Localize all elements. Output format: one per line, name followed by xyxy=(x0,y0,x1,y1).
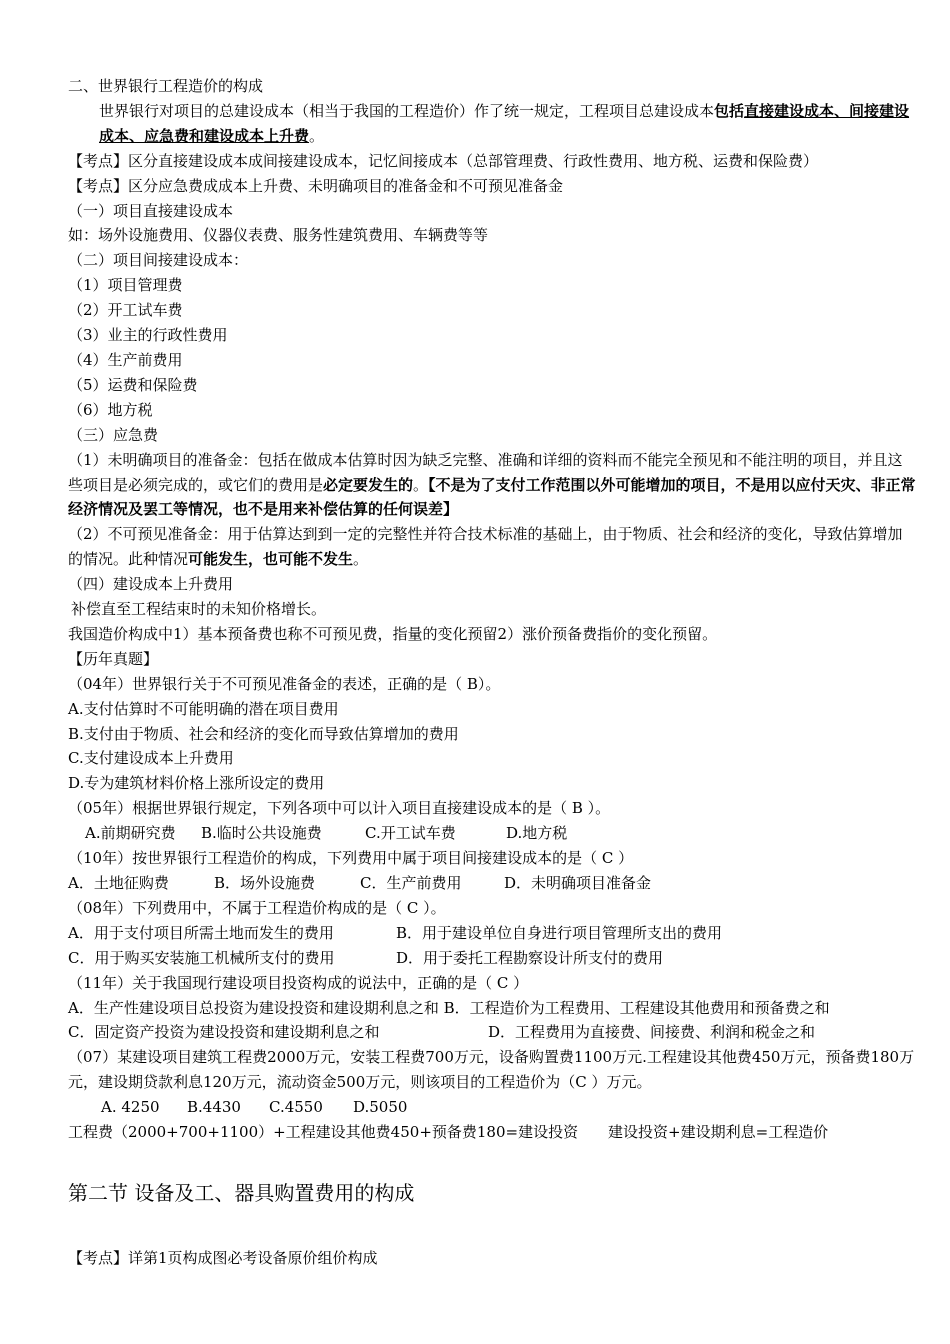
question-4-options-row xyxy=(68,921,916,946)
question-2-options xyxy=(68,821,916,846)
document-page xyxy=(68,74,916,1271)
contingency-p1-period: 。 xyxy=(413,475,429,494)
question-5-option: D．工程费用为直接费、间接费、利润和税金之和 xyxy=(488,1023,816,1042)
question-6-option: A. 4250 xyxy=(101,1098,160,1117)
calculation-step-1: 工程费（2000+700+1100）+工程建设其他费450+预备费180=建设投资 xyxy=(68,1123,579,1142)
question-3: （10年）按世界银行工程造价的构成，下列费用中属于项目间接建设成本的是（ C ） xyxy=(68,849,634,868)
china-reserve-note: 我国造价构成中1）基本预备费也称不可预见费，指量的变化预留2）涨价预备费指价的变化预留。 xyxy=(68,624,718,643)
indirect-item: （5）运费和保险费 xyxy=(68,375,198,394)
question-4-option: B．用于建设单位自身进行项目管理所支出的费用 xyxy=(396,923,723,942)
indirect-item: （6）地方税 xyxy=(68,400,153,419)
question-4-option: A．用于支付项目所需土地而发生的费用 xyxy=(68,923,334,942)
section-2-heading: 第二节 设备及工、器具购置费用的构成 xyxy=(68,1180,415,1205)
question-6-option: C.4550 xyxy=(269,1098,323,1117)
question-2-option: B.临时公共设施费 xyxy=(201,824,322,843)
question-1-option: A.支付估算时不可能明确的潜在项目费用 xyxy=(68,699,339,718)
intro-end: 。 xyxy=(309,126,325,145)
question-4-option: C．用于购买安装施工机械所支付的费用 xyxy=(68,948,335,967)
calculation-line xyxy=(68,1120,916,1145)
question-5-options-cd xyxy=(68,1020,916,1045)
past-exams-title: 【历年真题】 xyxy=(68,649,159,668)
question-3-option: B．场外设施费 xyxy=(214,874,316,892)
question-3-option: D．未明确项目准备金 xyxy=(504,874,652,892)
question-6-options xyxy=(68,1095,916,1120)
section-2-kaodian: 【考点】详第1页构成图必考设备原价组价构成 xyxy=(68,1248,378,1267)
subsection-title-contingency: （三）应急费 xyxy=(68,425,159,444)
contingency-p1-text: （1）未明确项目的准备金：包括在做成本估算时因为缺乏完整、准确和详细的资料而不能完全预见和不能注明的项目，并且这些项目是必须完成的，或它们的费用是 xyxy=(68,450,903,494)
contingency-p2-bold: 可能发生，也可能不发生 xyxy=(188,550,354,569)
contingency-paragraph-2 xyxy=(68,522,916,572)
section-title: 二、世界银行工程造价的构成 xyxy=(68,77,264,95)
question-2-option: D.地方税 xyxy=(506,824,568,843)
question-6-option: B.4430 xyxy=(187,1098,241,1117)
question-4-options-row xyxy=(68,946,916,971)
question-2: （05年）根据世界银行规定，下列各项中可以计入项目直接建设成本的是（ B ）。 xyxy=(68,799,611,818)
question-6-option: D.5050 xyxy=(353,1098,408,1117)
indirect-item: （2）开工试车费 xyxy=(68,301,183,320)
subsection-title-indirect: （二）项目间接建设成本： xyxy=(68,251,249,270)
subsection-title-direct: （一）项目直接建设成本 xyxy=(68,201,234,220)
contingency-p1-bold: 必定要发生的 xyxy=(323,475,414,494)
indirect-item: （3）业主的行政性费用 xyxy=(68,326,228,345)
question-4: （08年）下列费用中，不属于工程造价构成的是（ C ）。 xyxy=(68,898,446,917)
question-5: （11年）关于我国现行建设项目投资构成的说法中，正确的是（ C ） xyxy=(68,973,529,992)
calculation-step-2: 建设投资+建设期利息=工程造价 xyxy=(608,1123,829,1142)
intro-bold-underline: 直接建设成本、间接建设成本、应急费和建设成本上升费 xyxy=(99,101,910,145)
question-3-options xyxy=(68,871,916,896)
question-2-option: C.开工试车费 xyxy=(365,824,456,843)
contingency-p2-period: 。 xyxy=(353,550,369,569)
intro-paragraph xyxy=(68,99,916,149)
intro-text: 世界银行对项目的总建设成本（相当于我国的工程造价）作了统一规定，工程项目总建设成本 xyxy=(99,101,715,120)
question-6: （07）某建设项目建筑工程费2000万元，安装工程费700万元，设备购置费1100万元.工程建设其他费450万元，预备费180万元，建设期贷款利息120万元，流动资金500万元，则该项目的工程造价为（C ）万元。 xyxy=(68,1048,915,1092)
question-1-option: D.专为建筑材料价格上涨所设定的费用 xyxy=(68,774,325,793)
indirect-item: （4）生产前费用 xyxy=(68,350,183,369)
indirect-item: （1）项目管理费 xyxy=(68,276,183,295)
question-5-option: C．固定资产投资为建设投资和建设期利息之和 xyxy=(68,1023,380,1042)
subsection-title-escalation: （四）建设成本上升费用 xyxy=(68,575,234,594)
question-5-options-ab: A．生产性建设项目总投资为建设投资和建设期利息之和 B．工程造价为工程费用、工程建设其他费用和预备费之和 xyxy=(68,998,830,1017)
kaodian-note-2: 【考点】区分应急费成成本上升费、未明确项目的准备金和不可预见准备金 xyxy=(68,176,564,195)
escalation-body: 补偿直至工程结束时的未知价格增长。 xyxy=(71,600,327,619)
contingency-p2-text: （2）不可预见准备金：用于估算达到到一定的完整性并符合技术标准的基础上，由于物质、社会和经济的变化，导致估算增加的情况。此种情况 xyxy=(68,525,903,569)
question-1-option: B.支付由于物质、社会和经济的变化而导致估算增加的费用 xyxy=(68,724,459,743)
question-2-option: A.前期研究费 xyxy=(85,824,176,843)
question-1-option: C.支付建设成本上升费用 xyxy=(68,749,234,768)
question-1: （04年）世界银行关于不可预见准备金的表述，正确的是（ B）。 xyxy=(68,674,501,693)
question-3-option: A．土地征购费 xyxy=(68,874,169,892)
direct-cost-examples: 如：场外设施费用、仪器仪表费、服务性建筑费用、车辆费等等 xyxy=(68,226,489,245)
kaodian-note-1: 【考点】区分直接建设成本成间接建设成本，记忆间接成本（总部管理费、行政性费用、地方税、运费和保险费） xyxy=(68,151,819,170)
contingency-p1-note: 【不是为了支付工作范围以外可能增加的项目，不是用以应付天灾、非正常经济情况及罢工等情况，也不是用来补偿估算的任何误差】 xyxy=(68,475,916,519)
question-4-option: D．用于委托工程勘察设计所支付的费用 xyxy=(396,948,664,967)
intro-bold: 包括 xyxy=(714,101,745,120)
contingency-paragraph-1 xyxy=(68,448,916,523)
question-3-option: C．生产前费用 xyxy=(360,874,462,892)
